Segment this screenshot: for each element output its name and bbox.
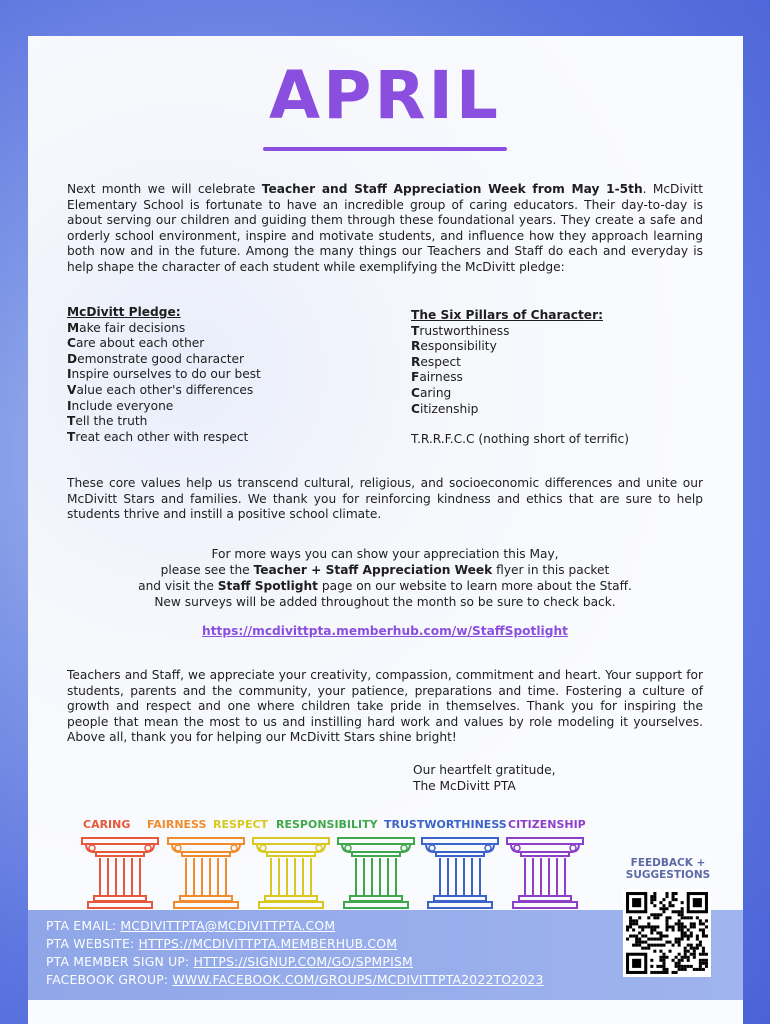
pillar-label-caring: CARING: [83, 818, 131, 831]
pillar-item: Citizenship: [411, 401, 479, 416]
feedback-label-line-2: SUGGESTIONS: [625, 869, 711, 881]
ways-line-2: please see the Teacher + Staff Appreciation Week flyer in this packet: [160, 563, 610, 577]
footer-signup: PTA MEMBER SIGN UP: HTTPS://SIGNUP.COM/GO/SPMPISM: [46, 954, 413, 969]
pillar-fairness-icon: [166, 836, 246, 910]
pledge-list: [67, 305, 261, 445]
pillar-item: Trustworthiness: [411, 323, 510, 338]
ways-line-1: For more ways you can show your appreciation this May,: [211, 547, 559, 561]
intro-paragraph: Next month we will celebrate Teacher and Staff Appreciation Week from May 1-5th. McDivitt Elementary School is fortunate to have an incredible group of caring educators. Their day-to-day is about serving our children and guiding them through these foundational years. They create a safe and orderly school environment, inspire and motivate students, and influence how they approach learning both now and in the future. Among the many things our Teachers and Staff do each and everyday is help shape the character of each student while exemplifying the McDivitt pledge:: [67, 182, 703, 274]
pledge-item: Include everyone: [67, 398, 174, 413]
pledge-item: Demonstrate good character: [67, 351, 245, 366]
signoff-line-2: The McDivitt PTA: [413, 778, 516, 793]
pillar-respect-icon: [251, 836, 331, 910]
pillar-item: Caring: [411, 385, 452, 400]
pillar-label-respect: RESPECT: [213, 818, 269, 831]
pillar-citizenship-icon: [505, 836, 585, 910]
feedback-label: [612, 857, 724, 881]
pledge-item: Tell the truth: [67, 414, 148, 429]
facebook-link[interactable]: WWW.FACEBOOK.COM/GROUPS/MCDIVITTPTA2022TO2023: [172, 972, 544, 987]
qr-code-icon[interactable]: [623, 889, 711, 977]
pillar-item: Responsibility: [411, 339, 497, 354]
pillar-responsibility-icon: [336, 836, 416, 910]
ways-line-3: and visit the Staff Spotlight page on our website to learn more about the Staff.: [138, 579, 632, 593]
pillar-label-fairness: FAIRNESS: [147, 818, 207, 831]
pillar-item: Respect: [411, 354, 461, 369]
pillar-trustworthiness-icon: [420, 836, 500, 910]
thanks-paragraph: Teachers and Staff, we appreciate your creativity, compassion, commitment and heart. Your support for students, parents and the community, your patience, preparations and time. Fostering a culture of growth and respect and one where children take pride in themselves. Thank you for inspiring the people that mean the most to us and instilling hard work and values by role modeling it yourselves. Above all, thank you for helping our McDivitt Stars shine bright!: [67, 668, 703, 745]
footer-facebook: FACEBOOK GROUP: WWW.FACEBOOK.COM/GROUPS/MCDIVITTPTA2022TO2023: [46, 972, 544, 987]
feedback-label-line-1: FEEDBACK +: [630, 857, 706, 869]
signup-link[interactable]: HTTPS://SIGNUP.COM/GO/SPMPISM: [193, 954, 413, 969]
pillar-caring-icon: [80, 836, 160, 910]
pillars-heading: The Six Pillars of Character:: [411, 308, 603, 322]
footer-email: PTA EMAIL: MCDIVITTPTA@MCDIVITTPTA.COM: [46, 918, 336, 933]
email-link[interactable]: MCDIVITTPTA@MCDIVITTPTA.COM: [120, 918, 336, 933]
pledge-item: Care about each other: [67, 336, 205, 351]
core-values-paragraph: These core values help us transcend cultural, religious, and socioeconomic differences and unite our McDivitt Stars and families. We thank you for reinforcing kindness and ethics that are sure to help students thrive and instill a positive school climate.: [67, 476, 703, 522]
pillar-label-responsibility: RESPONSIBILITY: [276, 818, 378, 831]
title-underline: [263, 147, 507, 151]
pillar-labels: [0, 818, 770, 834]
signoff: [413, 763, 556, 794]
footer-website: PTA WEBSITE: HTTPS://MCDIVITTPTA.MEMBERHUB.COM: [46, 936, 398, 951]
pillar-label-trustworthiness: TRUSTWORTHINESS: [384, 818, 507, 831]
pillars-list: [411, 308, 629, 448]
pledge-item: Value each other's differences: [67, 382, 254, 397]
pillar-item: Fairness: [411, 370, 463, 385]
pledge-item: Make fair decisions: [67, 320, 186, 335]
ways-line-4: New surveys will be added throughout the month so be sure to check back.: [154, 595, 616, 609]
pledge-heading: McDivitt Pledge:: [67, 305, 181, 319]
website-link[interactable]: HTTPS://MCDIVITTPTA.MEMBERHUB.COM: [138, 936, 398, 951]
pledge-item: Treat each other with respect: [67, 429, 249, 444]
staff-spotlight-link[interactable]: https://mcdivittpta.memberhub.com/w/StaffSpotlight: [202, 624, 568, 638]
signoff-line-1: Our heartfelt gratitude,: [413, 763, 556, 777]
pledge-item: Inspire ourselves to do our best: [67, 367, 261, 382]
pillars-acronym: T.R.R.F.C.C (nothing short of terrific): [411, 432, 629, 447]
page-title: APRIL: [269, 57, 501, 134]
pillar-label-citizenship: CITIZENSHIP: [508, 818, 586, 831]
